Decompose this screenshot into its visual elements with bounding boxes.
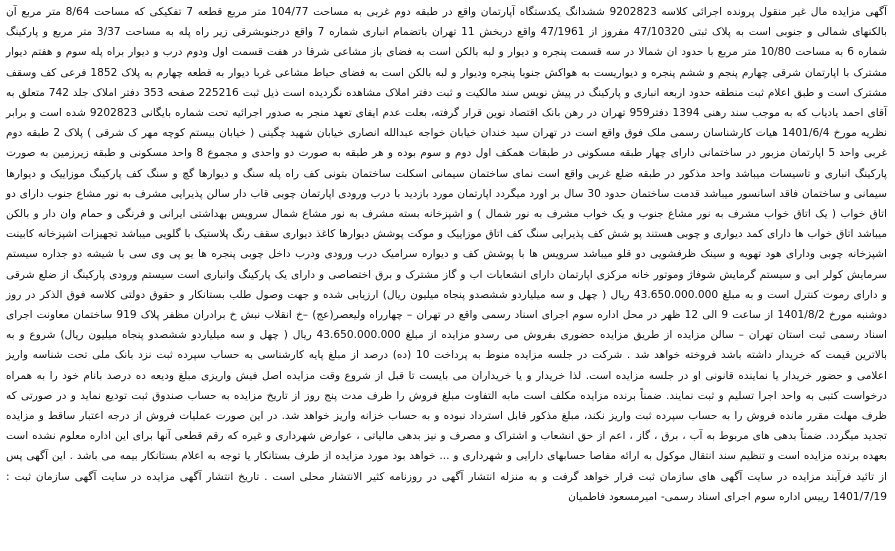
notice-body-text: آگهی مزایده مال غیر منقول پرونده اجرائی کلاسه 9202823 ششدانگ یکدستگاه آپارتمان واقع در طبقه دوم غربی به مساحت 104/77 متر مربع قطعه 7 تفکیکی که مساحت 8/64 متر مربع آن بالکنهای شمالی و جنوبی است به پلاک ثبتی 47/10320 مفروز از 47/1961 واقع دربخش 11 تهران باتضمام انباری شماره 7 واقع درجنوبشرقی زیر راه پله به مساحت 3/37 متر مربع و پارکینگ شماره 6 به مساحت 10/80 متر مربع با حدود ان شمالا در سه قسمت پنجره و دیوار و لبه بالکن است به فضای باز مشاعی شرقا در هفت قسمت اول ودوم درب و دیوار براه پله سوم و هفتم دیوار مشترک با اپارتمان شرقی چهارم پنجم و ششم پنجره و دیواریست به هواکش جنوبا پنجره ودیوار و لبه بالکن است به فضای حیاط مشاعی غربا دیوار به قطعه چهارم به پلاک 1852 فرعی کف وسقف مشترک است و طبق اعلام ثبت منطقه حدود اربعه انباری و پارکینگ در پیش نویس سند مالکیت و ثبت دفتر املاک مشاهده نگردیده است ذیل ثبت 225216 صفحه 353 دفتر املاک جلد 742 متعلق به آقای احمد یادیاب که به موجب سند رهنی 1394 دفتر959 تهران در رهن بانک اقتصاد نوین قرار گرفته، بعلت عدم ایفای تعهد منجر به صدور اجرائیه تحت شماره بایگانی 9202823 شده است و برابر نظریه مورخ 1401/6/4 هیات کارشناسان رسمی ملک فوق واقع است در تهران سید خندان خیابان خواجه عبدالله انصاری خیابان شهید چگینی ( خیابان بیستم کوچه مهر ک شرقی ) پلاک 2 طبقه دوم غربی واحد 5 اپارتمان مزبور در ساختمانی دارای چهار طبقه مسکونی در طبقات همکف اول دوم و سوم بوده و هر طبقه به صورت دو واحدی و مجموع 8 واحد مسکونی و طبقه زیرزمین به صورت پارکینگ انباری و تاسیسات میباشد واحد مذکور در طبقه ضلع غربی واقع است نمای ساختمان سیمانی اسکلت ساختمان بتونی کف راه پله سنگ و دیوارها گچ و سنگ کف پارکینگ موزاییک و دیوارها سیمانی و ساختمان فاقد اسانسور میباشد قدمت ساختمان حدود 30 سال بر اورد میگردد اپارتمان مورد بازدید با درب ورودی اپارتمان چوبی قاب دار سالن پذیرایی مشرف به نور مشاع جنوب دارای دو اتاق خواب ( یک اتاق خواب مشرف به نور مشاع جنوب و یک خواب مشرف به نور شمال ) و اشپزخانه بسته مشرف به نور مشاع شمال سرویس بهداشتی ایرانی و فرنگی و حمام وان دار و بالکن میباشد اتاق خواب ها دارای کمد دیواری و چوبی هستند پو شش کف پذیرایی سنگ کف اتاق موزاییک و موکت پوشش دیوارها کاغذ دیواری سقف رنگ پلاستیک با گلویی میباشد تجهیزات اشپزخانه کابینت اشپزخانه چوبی ودارای هود تهویه و سینک ظرفشویی دو قلو میباشد سرویس ها با پوشش کف و دیواره سرامیک درب ورودی ودرب داخل چوبی پنجره ها یو پی وی سی با شیشه دو جداره سیستم سرمایش کولر ابی و سیستم گرمایش شوفاژ وموتور خانه مرکزی اپارتمان دارای انشعابات اب و گاز مشترک و برق اختصاصی و دارای یک پارکینگ وانباری است سیستم ورودی پارکینگ از ضلع شرقی و دارای رموت کنترل است و به مبلغ 43.650.000.000 ریال ( چهل و سه میلیاردو ششصدو پنجاه میلیون ریال) ارزیابی شده و جهت وصول طلب بستانکار و حقوق دولتی کلاسه فوق الذکر در روز دوشنبه مورخ 1401/8/2 از ساعت 9 الی 12 ظهر در محل اداره سوم اجرای اسناد رسمی واقع در تهران – چهارراه ولیعصر(عج) –خ انقلاب نبش خ برادران مظفر پلاک 919 ساختمان معاونت اجرای اسناد رسمی ثبت استان تهران – سالن مزایده از طریق مزایده حضوری بفروش می رسدو مزایده از مبلغ 43.650.000.000 ریال ( چهل و سه میلیاردو ششصدو پنجاه میلیون ریال) شروع و به بالاترین قیمت که خریدار داشته باشد فروخته خواهد شد . شرکت در جلسه مزایده منوط به پرداخت 10 (ده) درصد از مبلغ پایه کارشناسی به حساب سپرده ثبت نزد بانک ملی تحت شناسه واریز اعلامی و حضور خریدار یا نماینده قانونی او در جلسه مزایده است. لذا خریدار و یا خریداران می بایست تا قبل از شروع وقت مزایده اصل فیش واریزی مبلغ ودیعه ده درصد بانام خود را به همراه درخواست کتبی به واحد اجرا تسلیم و ثبت نمایند. ضمناً برنده مزایده مکلف است مابه التفاوت مبلغ فروش را ظرف مدت پنج روز از تاریخ مزایده به حساب صندوق ثبت تودیع نماید و در صورتی که ظرف مهلت مقرر مانده فروش را به حساب سپرده ثبت واریز نکند، مبلغ مذکور قابل استرداد نبوده و به حساب خزانه واریز خواهد شد. در این صورت عملیات فروش از درجه اعتبار ساقط و مزایده تجدید میگردد. ضمناً بدهی های مربوط به آب ، برق ، گاز ، اعم از حق انشعاب و اشتراک و مصرف و نیز بدهی مالیاتی ، عوارض شهرداری و غیره که رقم قطعی آنها برای این اداره معلوم نشده است بعهده برنده مزایده است و تنظیم سند انتقال موکول به ارائه مفاصا حسابهای دارایی و شهرداری و ... خواهد بود مورد مزایده از طرف بستانکار یا توجه به اعلام بستانکار بیمه می باشد . این آگهی پس از تائید فرآیند مزایده در سایت آگهی های سازمان ثبت قرار خواهد گرفت و به منزله انتشار آگهی در روزنامه کثیر الانتشار محلی است . تاریخ انتشار آگهی مزایده در سایت آگهی سازمان ثبت : 1401/7/19 رییس اداره سوم اجرای اسناد رسمی- امیرمسعود فاطمیان [6, 6, 888, 503]
